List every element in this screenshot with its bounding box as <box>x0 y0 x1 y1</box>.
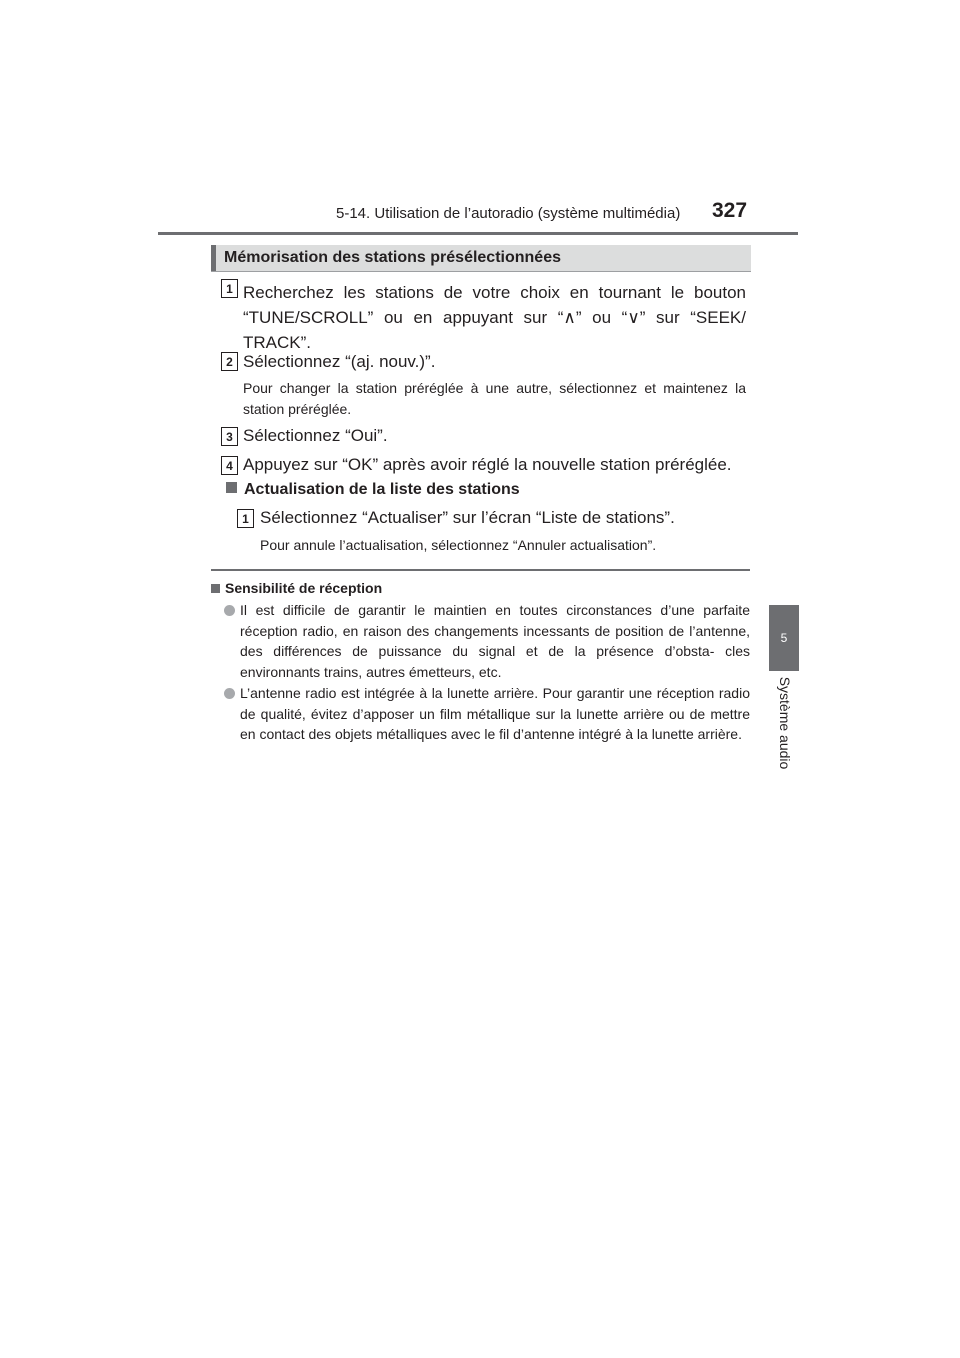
section-header <box>211 245 751 272</box>
page-number: 327 <box>712 199 748 222</box>
step-4-text: Appuyez sur “OK” après avoir réglé la nouvelle station préréglée. <box>243 455 732 474</box>
subsection-heading <box>226 481 520 499</box>
subsection-step-1-text: Sélectionnez “Actualiser” sur l’écran “Liste de stations”. <box>260 508 675 527</box>
info-heading-text: Sensibilité de réception <box>225 580 383 596</box>
step-1-text: Recherchez les stations de votre choix en tournant le bouton “TUNE/SCROLL” ou en appuyant sur “∧” ou “∨” sur “SEEK/ TRACK”. <box>243 283 746 352</box>
step-badge-3 <box>221 427 238 446</box>
step-2-note: Pour changer la station préréglée à une autre, sélectionnez et maintenez la station préréglée. <box>243 380 746 417</box>
step-number: 1 <box>242 511 249 526</box>
chapter-number: 5 <box>780 631 788 645</box>
info-divider <box>211 569 750 571</box>
step-badge-2 <box>221 352 238 371</box>
chapter-title: 5-14. Utilisation de l’autoradio (système multimédia) <box>336 205 681 222</box>
subsection-step-badge-1 <box>237 509 254 528</box>
step-2-text: Sélectionnez “(aj. nouv.)”. <box>243 352 436 371</box>
step-badge-1 <box>221 279 238 298</box>
chapter-side-label: Système audio <box>777 676 793 770</box>
step-badge-4 <box>221 456 238 475</box>
circle-bullet-icon <box>224 605 235 616</box>
step-number: 3 <box>226 429 233 444</box>
square-bullet-icon <box>226 482 237 493</box>
step-number: 2 <box>226 354 233 369</box>
circle-bullet-icon <box>224 688 235 699</box>
info-item-2: L’antenne radio est intégrée à la lunette arrière. Pour garantir une réception radio de qualité, évitez d’apposer un film métallique sur la lunette arrière ou de mettre en contact des objets métalliques avec le fil d’antenne intégré à la lunette arrière. <box>240 685 750 742</box>
section-header-accent <box>211 245 216 271</box>
square-bullet-icon <box>211 584 220 593</box>
subsection-step-1-note: Pour annule l’actualisation, sélectionnez “Annuler actualisation”. <box>260 537 657 553</box>
step-number: 4 <box>226 458 233 473</box>
section-title: Mémorisation des stations présélectionnées <box>224 249 561 266</box>
step-3-text: Sélectionnez “Oui”. <box>243 426 388 445</box>
subsection-title: Actualisation de la liste des stations <box>244 481 520 498</box>
info-item-1: Il est difficile de garantir le maintien en toutes circonstances d’une parfaite réception radio, en raison des changements incessants de position de l’antenne, des différences de puissance du signal et de la présence d’obsta- cles environnants trains, autres émetteurs, etc. <box>240 602 750 680</box>
header-rule <box>158 232 798 235</box>
step-number: 1 <box>226 281 233 296</box>
info-heading <box>211 580 382 596</box>
